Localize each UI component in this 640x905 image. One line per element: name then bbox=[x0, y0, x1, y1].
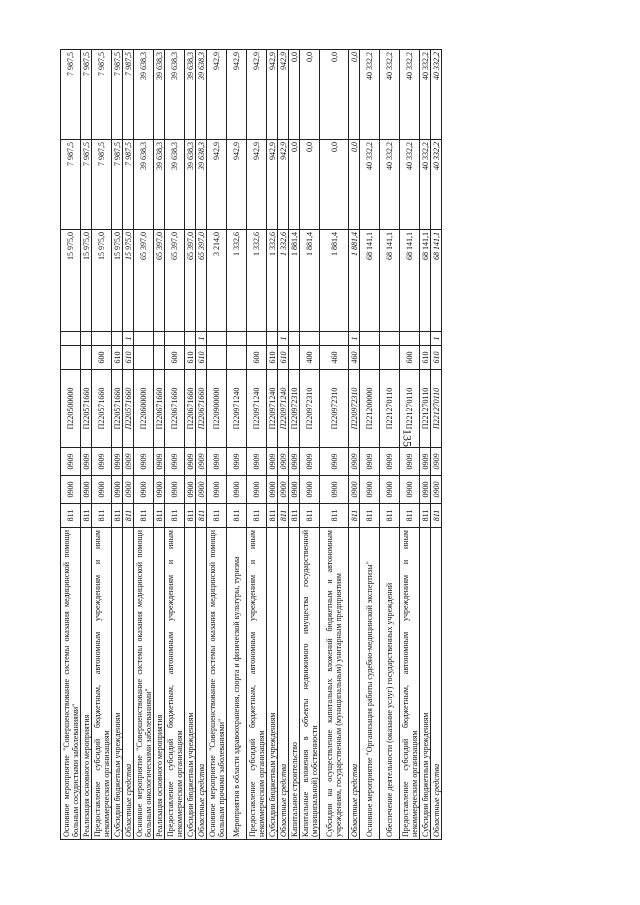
target-article-code: П220571660 bbox=[123, 370, 134, 448]
expense-type-code: 610 bbox=[267, 346, 278, 370]
grbs-code: 811 bbox=[134, 504, 154, 528]
funds-type-code: 1 bbox=[349, 332, 360, 346]
amount-year-1: 65 397,0 bbox=[185, 230, 196, 332]
grbs-code: 811 bbox=[431, 504, 442, 528]
funds-type-code bbox=[400, 332, 420, 346]
expense-type-code bbox=[360, 346, 380, 370]
row-name: Обеспечение деятельности (оказание услуг) государственных учреждений bbox=[380, 528, 400, 840]
amount-year-3: 0,0 bbox=[320, 50, 349, 140]
amount-year-1: 68 141,1 bbox=[400, 230, 420, 332]
table-row bbox=[320, 50, 349, 840]
grbs-code: 811 bbox=[380, 504, 400, 528]
grbs-code: 811 bbox=[165, 504, 185, 528]
row-name: Областные средства bbox=[349, 528, 360, 840]
section-code: 0900 bbox=[196, 476, 207, 504]
section-code: 0900 bbox=[300, 476, 320, 504]
grbs-code: 811 bbox=[61, 504, 81, 528]
target-article-code: П221270110 bbox=[400, 370, 420, 448]
grbs-code: 811 bbox=[154, 504, 165, 528]
subsection-code: 0909 bbox=[431, 448, 442, 476]
subsection-code: 0909 bbox=[247, 448, 267, 476]
amount-year-3: 942,9 bbox=[227, 50, 247, 140]
funds-type-code: 1 bbox=[431, 332, 442, 346]
amount-year-2: 7 987,5 bbox=[112, 140, 123, 230]
expense-type-code bbox=[289, 346, 300, 370]
amount-year-3: 7 987,5 bbox=[92, 50, 112, 140]
amount-year-2: 40 332,2 bbox=[400, 140, 420, 230]
amount-year-2: 942,9 bbox=[227, 140, 247, 230]
section-code: 0900 bbox=[134, 476, 154, 504]
amount-year-3: 40 332,2 bbox=[420, 50, 431, 140]
row-name: Основное мероприятие "Совершенствование системы оказания медицинской помощи больным прочими заболеваниями" bbox=[207, 528, 227, 840]
grbs-code: 811 bbox=[267, 504, 278, 528]
grbs-code: 811 bbox=[360, 504, 380, 528]
amount-year-3: 39 638,3 bbox=[165, 50, 185, 140]
subsection-code: 0909 bbox=[278, 448, 289, 476]
row-name: Субсидии на осуществление капитальных вложений бюджетным и автономным учреждениям, государственным (муниципальным) унитарным предприятиям bbox=[320, 528, 349, 840]
subsection-code: 0909 bbox=[207, 448, 227, 476]
amount-year-1: 15 975,0 bbox=[61, 230, 81, 332]
table-row bbox=[360, 50, 380, 840]
grbs-code: 811 bbox=[300, 504, 320, 528]
amount-year-1: 3 214,0 bbox=[207, 230, 227, 332]
table-row bbox=[81, 50, 92, 840]
amount-year-2: 942,9 bbox=[247, 140, 267, 230]
amount-year-2: 942,9 bbox=[278, 140, 289, 230]
section-code: 0900 bbox=[123, 476, 134, 504]
target-article-code: П221200000 bbox=[360, 370, 380, 448]
rotated-table-wrapper bbox=[60, 50, 530, 840]
table-row bbox=[289, 50, 300, 840]
amount-year-3: 39 638,3 bbox=[185, 50, 196, 140]
row-name: Реализация основного мероприятия bbox=[154, 528, 165, 840]
section-code: 0900 bbox=[207, 476, 227, 504]
subsection-code: 0909 bbox=[154, 448, 165, 476]
expense-type-code: 460 bbox=[320, 346, 349, 370]
amount-year-3: 0,0 bbox=[349, 50, 360, 140]
section-code: 0900 bbox=[92, 476, 112, 504]
row-name: Предоставление субсидий бюджетным, автономным учреждениям и иным некоммерческим организациям bbox=[400, 528, 420, 840]
amount-year-3: 942,9 bbox=[207, 50, 227, 140]
table-row bbox=[349, 50, 360, 840]
amount-year-1: 15 975,0 bbox=[81, 230, 92, 332]
amount-year-1: 15 975,0 bbox=[112, 230, 123, 332]
grbs-code: 811 bbox=[320, 504, 349, 528]
section-code: 0900 bbox=[81, 476, 92, 504]
amount-year-2: 942,9 bbox=[207, 140, 227, 230]
funds-type-code bbox=[81, 332, 92, 346]
amount-year-1: 1 881,4 bbox=[320, 230, 349, 332]
budget-table bbox=[60, 49, 442, 840]
expense-type-code: 460 bbox=[349, 346, 360, 370]
section-code: 0900 bbox=[227, 476, 247, 504]
expense-type-code: 610 bbox=[112, 346, 123, 370]
expense-type-code: 600 bbox=[247, 346, 267, 370]
grbs-code: 811 bbox=[420, 504, 431, 528]
funds-type-code bbox=[300, 332, 320, 346]
row-name: Капитальное строительство bbox=[289, 528, 300, 840]
expense-type-code: 610 bbox=[123, 346, 134, 370]
expense-type-code: 400 bbox=[300, 346, 320, 370]
expense-type-code bbox=[134, 346, 154, 370]
grbs-code: 811 bbox=[247, 504, 267, 528]
funds-type-code bbox=[92, 332, 112, 346]
amount-year-3: 942,9 bbox=[247, 50, 267, 140]
amount-year-3: 40 332,2 bbox=[380, 50, 400, 140]
amount-year-2: 39 638,3 bbox=[165, 140, 185, 230]
table-row bbox=[154, 50, 165, 840]
amount-year-2: 40 332,2 bbox=[420, 140, 431, 230]
funds-type-code bbox=[185, 332, 196, 346]
amount-year-1: 68 141,1 bbox=[420, 230, 431, 332]
target-article-code: П220671660 bbox=[165, 370, 185, 448]
grbs-code: 811 bbox=[227, 504, 247, 528]
expense-type-code bbox=[380, 346, 400, 370]
amount-year-2: 7 987,5 bbox=[61, 140, 81, 230]
expense-type-code: 600 bbox=[400, 346, 420, 370]
expense-type-code bbox=[207, 346, 227, 370]
table-row bbox=[247, 50, 267, 840]
section-code: 0900 bbox=[400, 476, 420, 504]
section-code: 0900 bbox=[185, 476, 196, 504]
table-row bbox=[380, 50, 400, 840]
amount-year-1: 1 332,6 bbox=[267, 230, 278, 332]
amount-year-3: 39 638,3 bbox=[134, 50, 154, 140]
subsection-code: 0909 bbox=[196, 448, 207, 476]
funds-type-code bbox=[154, 332, 165, 346]
subsection-code: 0909 bbox=[289, 448, 300, 476]
grbs-code: 811 bbox=[400, 504, 420, 528]
target-article-code: П220972310 bbox=[349, 370, 360, 448]
funds-type-code bbox=[380, 332, 400, 346]
row-name: Мероприятия в области здравоохранения, спорта и физической культуры, туризма bbox=[227, 528, 247, 840]
table-row bbox=[267, 50, 278, 840]
target-article-code: П220671660 bbox=[196, 370, 207, 448]
subsection-code: 0909 bbox=[380, 448, 400, 476]
expense-type-code: 610 bbox=[420, 346, 431, 370]
target-article-code: П220571660 bbox=[112, 370, 123, 448]
table-row bbox=[420, 50, 431, 840]
subsection-code: 0909 bbox=[185, 448, 196, 476]
amount-year-2: 7 987,5 bbox=[81, 140, 92, 230]
target-article-code: П220571660 bbox=[81, 370, 92, 448]
target-article-code: П220900000 bbox=[207, 370, 227, 448]
section-code: 0900 bbox=[289, 476, 300, 504]
amount-year-1: 1 881,4 bbox=[349, 230, 360, 332]
expense-type-code bbox=[154, 346, 165, 370]
amount-year-1: 68 141,1 bbox=[360, 230, 380, 332]
amount-year-3: 7 987,5 bbox=[81, 50, 92, 140]
amount-year-3: 0,0 bbox=[289, 50, 300, 140]
funds-type-code: 1 bbox=[123, 332, 134, 346]
section-code: 0900 bbox=[267, 476, 278, 504]
funds-type-code bbox=[112, 332, 123, 346]
grbs-code: 811 bbox=[123, 504, 134, 528]
amount-year-2: 40 332,2 bbox=[431, 140, 442, 230]
grbs-code: 811 bbox=[112, 504, 123, 528]
expense-type-code bbox=[227, 346, 247, 370]
section-code: 0900 bbox=[349, 476, 360, 504]
expense-type-code: 600 bbox=[92, 346, 112, 370]
expense-type-code: 610 bbox=[278, 346, 289, 370]
subsection-code: 0909 bbox=[134, 448, 154, 476]
expense-type-code: 610 bbox=[196, 346, 207, 370]
funds-type-code bbox=[420, 332, 431, 346]
amount-year-2: 39 638,3 bbox=[134, 140, 154, 230]
section-code: 0900 bbox=[165, 476, 185, 504]
target-article-code: П220972310 bbox=[300, 370, 320, 448]
amount-year-2: 39 638,3 bbox=[185, 140, 196, 230]
table-row bbox=[300, 50, 320, 840]
table-row bbox=[196, 50, 207, 840]
grbs-code: 811 bbox=[81, 504, 92, 528]
target-article-code: П221270110 bbox=[431, 370, 442, 448]
table-row bbox=[92, 50, 112, 840]
target-article-code: П221270110 bbox=[380, 370, 400, 448]
amount-year-3: 7 987,5 bbox=[123, 50, 134, 140]
row-name: Субсидии бюджетным учреждениям bbox=[267, 528, 278, 840]
target-article-code: П220972310 bbox=[320, 370, 349, 448]
amount-year-2: 0,0 bbox=[289, 140, 300, 230]
section-code: 0900 bbox=[431, 476, 442, 504]
amount-year-2: 39 638,3 bbox=[154, 140, 165, 230]
grbs-code: 811 bbox=[289, 504, 300, 528]
amount-year-1: 65 397,0 bbox=[196, 230, 207, 332]
table-row bbox=[112, 50, 123, 840]
amount-year-2: 942,9 bbox=[267, 140, 278, 230]
amount-year-1: 1 881,4 bbox=[300, 230, 320, 332]
row-name: Субсидии бюджетным учреждениям bbox=[112, 528, 123, 840]
subsection-code: 0909 bbox=[92, 448, 112, 476]
subsection-code: 0909 bbox=[267, 448, 278, 476]
table-row bbox=[123, 50, 134, 840]
amount-year-1: 65 397,0 bbox=[165, 230, 185, 332]
funds-type-code bbox=[207, 332, 227, 346]
page-number: 135 bbox=[400, 429, 415, 447]
amount-year-3: 40 332,2 bbox=[360, 50, 380, 140]
grbs-code: 811 bbox=[92, 504, 112, 528]
subsection-code: 0909 bbox=[360, 448, 380, 476]
table-row bbox=[134, 50, 154, 840]
subsection-code: 0909 bbox=[112, 448, 123, 476]
amount-year-3: 942,9 bbox=[267, 50, 278, 140]
grbs-code: 811 bbox=[185, 504, 196, 528]
row-name: Областные средства bbox=[123, 528, 134, 840]
row-name: Реализация основного мероприятия bbox=[81, 528, 92, 840]
row-name: Основное мероприятие "Организация работы судебно-медицинской экспертизы" bbox=[360, 528, 380, 840]
row-name: Основное мероприятие "Совершенствование системы оказания медицинской помощи больным сосудистыми заболеваниями" bbox=[61, 528, 81, 840]
table-row bbox=[227, 50, 247, 840]
target-article-code: П220500000 bbox=[61, 370, 81, 448]
amount-year-3: 7 987,5 bbox=[112, 50, 123, 140]
table-row bbox=[207, 50, 227, 840]
amount-year-2: 0,0 bbox=[300, 140, 320, 230]
target-article-code: П220600000 bbox=[134, 370, 154, 448]
section-code: 0900 bbox=[420, 476, 431, 504]
table-row bbox=[185, 50, 196, 840]
funds-type-code bbox=[61, 332, 81, 346]
row-name: Предоставление субсидий бюджетным, автономным учреждениям и иным некоммерческим организациям bbox=[247, 528, 267, 840]
target-article-code: П220971240 bbox=[278, 370, 289, 448]
amount-year-3: 39 638,3 bbox=[196, 50, 207, 140]
amount-year-1: 1 332,6 bbox=[227, 230, 247, 332]
table-body bbox=[61, 50, 442, 840]
amount-year-1: 15 975,0 bbox=[92, 230, 112, 332]
amount-year-2: 40 332,2 bbox=[380, 140, 400, 230]
row-name: Предоставление субсидий бюджетным, автономным учреждениям и иным некоммерческим организациям bbox=[92, 528, 112, 840]
amount-year-1: 68 141,1 bbox=[431, 230, 442, 332]
subsection-code: 0909 bbox=[320, 448, 349, 476]
row-name: Областные средства bbox=[196, 528, 207, 840]
amount-year-2: 7 987,5 bbox=[123, 140, 134, 230]
funds-type-code bbox=[289, 332, 300, 346]
table-row bbox=[400, 50, 420, 840]
target-article-code: П220671660 bbox=[154, 370, 165, 448]
subsection-code: 0909 bbox=[61, 448, 81, 476]
amount-year-3: 0,0 bbox=[300, 50, 320, 140]
section-code: 0900 bbox=[247, 476, 267, 504]
subsection-code: 0909 bbox=[420, 448, 431, 476]
grbs-code: 811 bbox=[207, 504, 227, 528]
row-name: Субсидии бюджетным учреждениям bbox=[185, 528, 196, 840]
target-article-code: П221270110 bbox=[420, 370, 431, 448]
amount-year-3: 7 987,5 bbox=[61, 50, 81, 140]
target-article-code: П220971240 bbox=[247, 370, 267, 448]
subsection-code: 0909 bbox=[227, 448, 247, 476]
table-row bbox=[165, 50, 185, 840]
section-code: 0900 bbox=[154, 476, 165, 504]
amount-year-1: 1 332,6 bbox=[247, 230, 267, 332]
funds-type-code bbox=[134, 332, 154, 346]
amount-year-2: 0,0 bbox=[320, 140, 349, 230]
funds-type-code bbox=[360, 332, 380, 346]
subsection-code: 0909 bbox=[123, 448, 134, 476]
subsection-code: 0909 bbox=[165, 448, 185, 476]
amount-year-1: 65 397,0 bbox=[134, 230, 154, 332]
subsection-code: 0909 bbox=[349, 448, 360, 476]
grbs-code: 811 bbox=[196, 504, 207, 528]
amount-year-3: 39 638,3 bbox=[154, 50, 165, 140]
amount-year-3: 40 332,2 bbox=[431, 50, 442, 140]
amount-year-2: 40 332,2 bbox=[360, 140, 380, 230]
target-article-code: П220972310 bbox=[289, 370, 300, 448]
funds-type-code bbox=[247, 332, 267, 346]
amount-year-1: 15 975,0 bbox=[123, 230, 134, 332]
table-row bbox=[278, 50, 289, 840]
section-code: 0900 bbox=[112, 476, 123, 504]
section-code: 0900 bbox=[61, 476, 81, 504]
amount-year-2: 39 638,3 bbox=[196, 140, 207, 230]
funds-type-code bbox=[227, 332, 247, 346]
table-row bbox=[431, 50, 442, 840]
funds-type-code bbox=[165, 332, 185, 346]
section-code: 0900 bbox=[380, 476, 400, 504]
funds-type-code: 1 bbox=[196, 332, 207, 346]
funds-type-code: 1 bbox=[278, 332, 289, 346]
row-name: Областные средства bbox=[278, 528, 289, 840]
section-code: 0900 bbox=[320, 476, 349, 504]
target-article-code: П220571660 bbox=[92, 370, 112, 448]
row-name: Основное мероприятие "Совершенствование системы оказания медицинской помощи больным онкологическими заболеваниями" bbox=[134, 528, 154, 840]
target-article-code: П220671660 bbox=[185, 370, 196, 448]
amount-year-2: 0,0 bbox=[349, 140, 360, 230]
expense-type-code bbox=[81, 346, 92, 370]
expense-type-code: 600 bbox=[165, 346, 185, 370]
amount-year-3: 942,9 bbox=[278, 50, 289, 140]
row-name: Капитальные вложения в объекты недвижимого имущества государственной (муниципальной) собственности bbox=[300, 528, 320, 840]
row-name: Областные средства bbox=[431, 528, 442, 840]
amount-year-1: 65 397,0 bbox=[154, 230, 165, 332]
target-article-code: П220971240 bbox=[227, 370, 247, 448]
row-name: Субсидии бюджетным учреждениям bbox=[420, 528, 431, 840]
expense-type-code: 610 bbox=[185, 346, 196, 370]
table-row bbox=[61, 50, 81, 840]
grbs-code: 811 bbox=[349, 504, 360, 528]
target-article-code: П220971240 bbox=[267, 370, 278, 448]
funds-type-code bbox=[267, 332, 278, 346]
expense-type-code: 610 bbox=[431, 346, 442, 370]
section-code: 0900 bbox=[360, 476, 380, 504]
section-code: 0900 bbox=[278, 476, 289, 504]
subsection-code: 0909 bbox=[400, 448, 420, 476]
amount-year-2: 7 987,5 bbox=[92, 140, 112, 230]
row-name: Предоставление субсидий бюджетным, автономным учреждениям и иным некоммерческим организациям bbox=[165, 528, 185, 840]
amount-year-1: 1 332,6 bbox=[278, 230, 289, 332]
amount-year-3: 40 332,2 bbox=[400, 50, 420, 140]
subsection-code: 0909 bbox=[300, 448, 320, 476]
subsection-code: 0909 bbox=[81, 448, 92, 476]
funds-type-code bbox=[320, 332, 349, 346]
amount-year-1: 1 881,4 bbox=[289, 230, 300, 332]
amount-year-1: 68 141,1 bbox=[380, 230, 400, 332]
expense-type-code bbox=[61, 346, 81, 370]
grbs-code: 811 bbox=[278, 504, 289, 528]
